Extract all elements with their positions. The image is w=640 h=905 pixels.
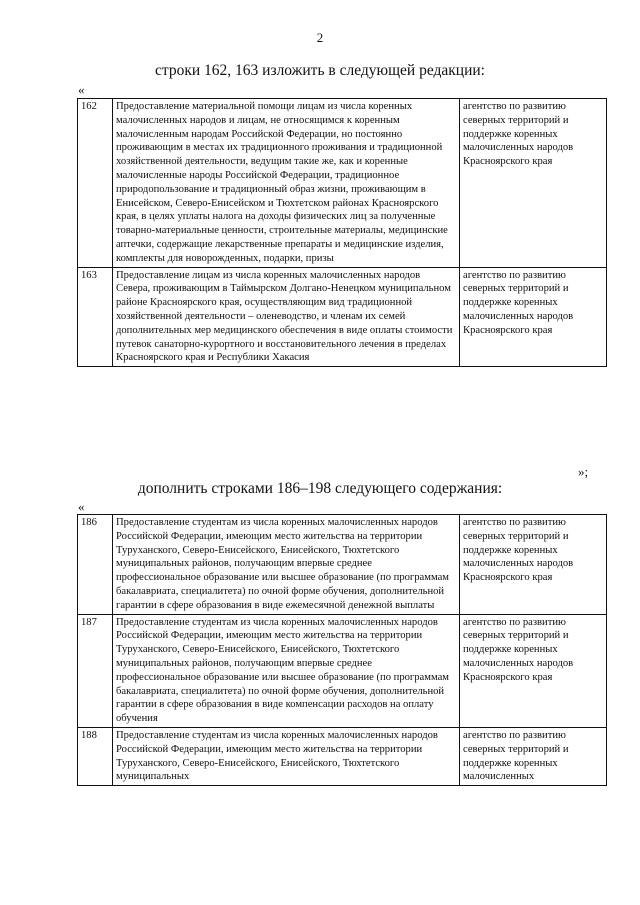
page-number: 2 <box>316 30 324 45</box>
table-row <box>78 727 607 785</box>
row-agency: агентство по развитию северных территорий и поддержке коренных малочисленных <box>460 727 607 785</box>
table-row <box>78 614 607 727</box>
row-number: 188 <box>78 727 113 785</box>
section1-open-quote: « <box>78 82 85 97</box>
section1-heading: строки 162, 163 изложить в следующей редакции: <box>154 62 485 79</box>
row-number: 186 <box>78 515 113 615</box>
table-row <box>78 267 607 367</box>
row-agency: агентство по развитию северных территорий и поддержке коренных малочисленных народов Красноярского края <box>460 267 607 367</box>
row-description: Предоставление лицам из числа коренных малочисленных народов Севера, проживающим в Таймырском Долгано-Ненецком муниципальном районе Красноярского края, осуществляющим вид традиционной хозяйственной деятельности – оленеводство, и членам их семей дополнительных мер медицинского обеспечения в виде оплаты стоимости путевок санаторно-курортного и восстановительного лечения в пределах Красноярского края и Республики Хакасия <box>113 267 460 367</box>
row-agency: агентство по развитию северных территорий и поддержке коренных малочисленных народов Красноярского края <box>460 99 607 268</box>
row-agency: агентство по развитию северных территорий и поддержке коренных малочисленных народов Красноярского края <box>460 614 607 727</box>
section2-heading: дополнить строками 186–198 следующего содержания: <box>137 480 503 497</box>
row-number: 162 <box>78 99 113 268</box>
row-description: Предоставление материальной помощи лицам из числа коренных малочисленных народов и лицам, не относящимся к коренным малочисленным народам Российской Федерации, но постоянно проживающим в местах их традиционного проживания и традиционной хозяйственной деятельности, ведущим такие же, как и коренные малочисленные народы Российской Федерации, традиционное природопользование и традиционный образ жизни, проживающим в Енисейском, Северо-Енисейском и Тюхтетском районах Красноярского края, в целях уплаты налога на доходы физических лиц за полученные товарно-материальные ценности, строительные материалы, медицинские аптечки, содержащие лекарственные препараты и медицинские изделия, комплекты для новорожденных, подарки, призы <box>113 99 460 268</box>
table-row <box>78 99 607 268</box>
row-agency: агентство по развитию северных территорий и поддержке коренных малочисленных народов Красноярского края <box>460 515 607 615</box>
row-description: Предоставление студентам из числа коренных малочисленных народов Российской Федерации, имеющим место жительства на территории Туруханского, Северо-Енисейского, Енисейского, Тюхтетского муниципальных районов, получающим впервые среднее профессиональное образование или высшее образование (по программам бакалавриата, специалитета) по очной форме обучения, дополнительной гарантии в сфере образования в виде компенсации расходов на оплату обучения <box>113 614 460 727</box>
section2-open-quote: « <box>78 499 85 514</box>
section2-table <box>77 514 607 786</box>
row-number: 163 <box>78 267 113 367</box>
section1-table <box>77 98 607 367</box>
table-row <box>78 515 607 615</box>
row-number: 187 <box>78 614 113 727</box>
row-description: Предоставление студентам из числа коренных малочисленных народов Российской Федерации, имеющим место жительства на территории Туруханского, Северо-Енисейского, Енисейского, Тюхтетского муниципальных районов, получающим впервые среднее профессиональное образование или высшее образование (по программам бакалавриата, специалитета) по очной форме обучения, дополнительной гарантии в сфере образования в виде ежемесячной денежной выплаты <box>113 515 460 615</box>
section1-close-quote: »; <box>578 464 589 479</box>
row-description: Предоставление студентам из числа коренных малочисленных народов Российской Федерации, имеющим место жительства на территории Туруханского, Северо-Енисейского, Енисейского, Тюхтетского муниципальных <box>113 727 460 785</box>
